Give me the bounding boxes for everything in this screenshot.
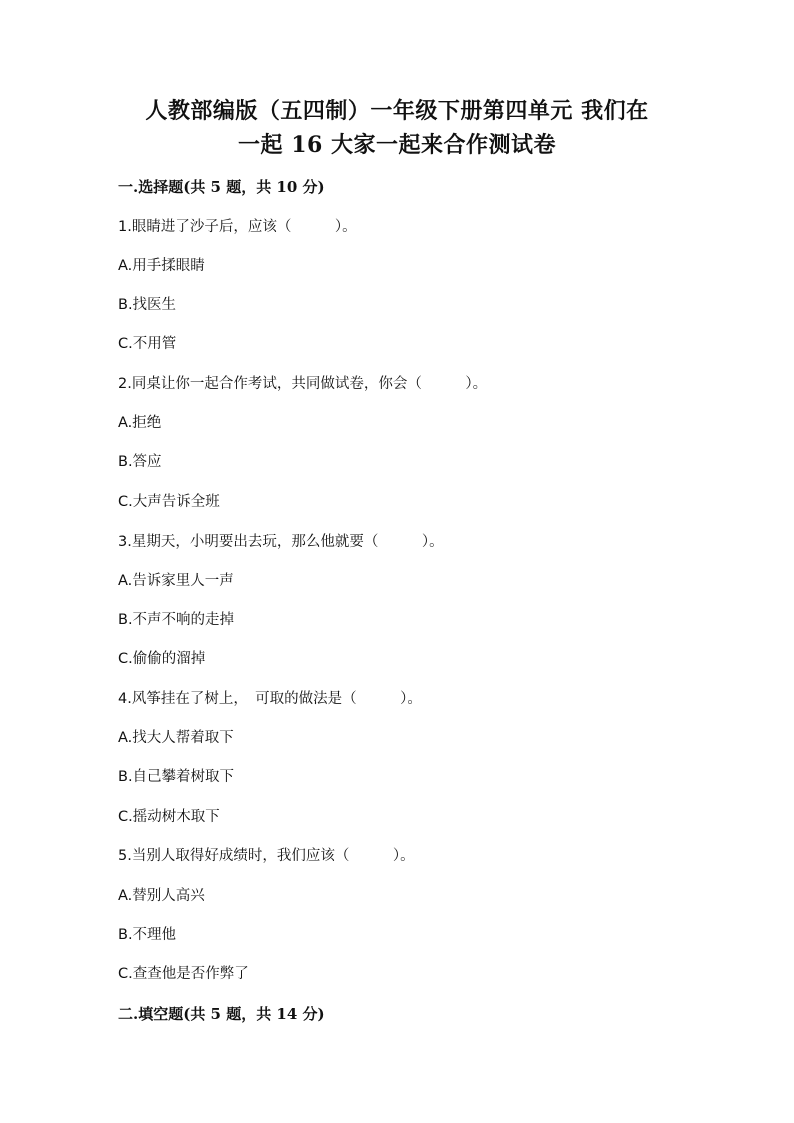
question-3-stem: 3.星期天，小明要出去玩，那么他就要（ ）。 — [118, 534, 444, 550]
section-heading-fill-in: 二.填空题(共 5 题，共 14 分) — [118, 1005, 325, 1023]
page-title-line-2: 一起 16 大家一起来合作测试卷 — [238, 132, 556, 158]
question-1-stem: 1.眼睛进了沙子后，应该（ ）。 — [118, 219, 357, 235]
question-2-option-b: B.答应 — [118, 454, 162, 470]
section-heading-choice: 一.选择题(共 5 题，共 10 分) — [118, 178, 325, 196]
question-1-option-b: B.找医生 — [118, 297, 177, 313]
question-5-option-a: A.替别人高兴 — [118, 888, 205, 904]
question-1-option-c: C.不用管 — [118, 336, 177, 352]
question-3-option-a: A.告诉家里人一声 — [118, 573, 234, 589]
question-4-stem: 4.风筝挂在了树上， 可取的做法是（ ）。 — [118, 691, 422, 707]
question-4-option-a: A.找大人帮着取下 — [118, 730, 234, 746]
question-5-option-c: C.查查他是否作弊了 — [118, 966, 249, 982]
question-3-option-b: B.不声不响的走掉 — [118, 612, 235, 628]
question-2-stem: 2.同桌让你一起合作考试，共同做试卷，你会（ ）。 — [118, 376, 488, 392]
question-5-option-b: B.不理他 — [118, 927, 177, 943]
question-1-option-a: A.用手揉眼睛 — [118, 258, 205, 274]
question-4-option-c: C.摇动树木取下 — [118, 809, 220, 825]
question-2-option-a: A.拒绝 — [118, 415, 162, 431]
question-5-stem: 5.当别人取得好成绩时，我们应该（ ）。 — [118, 848, 415, 864]
question-4-option-b: B.自己攀着树取下 — [118, 769, 235, 785]
question-2-option-c: C.大声告诉全班 — [118, 494, 220, 510]
question-3-option-c: C.偷偷的溜掉 — [118, 651, 206, 667]
page-title-line-1: 人教部编版（五四制）一年级下册第四单元 我们在 — [145, 98, 649, 124]
